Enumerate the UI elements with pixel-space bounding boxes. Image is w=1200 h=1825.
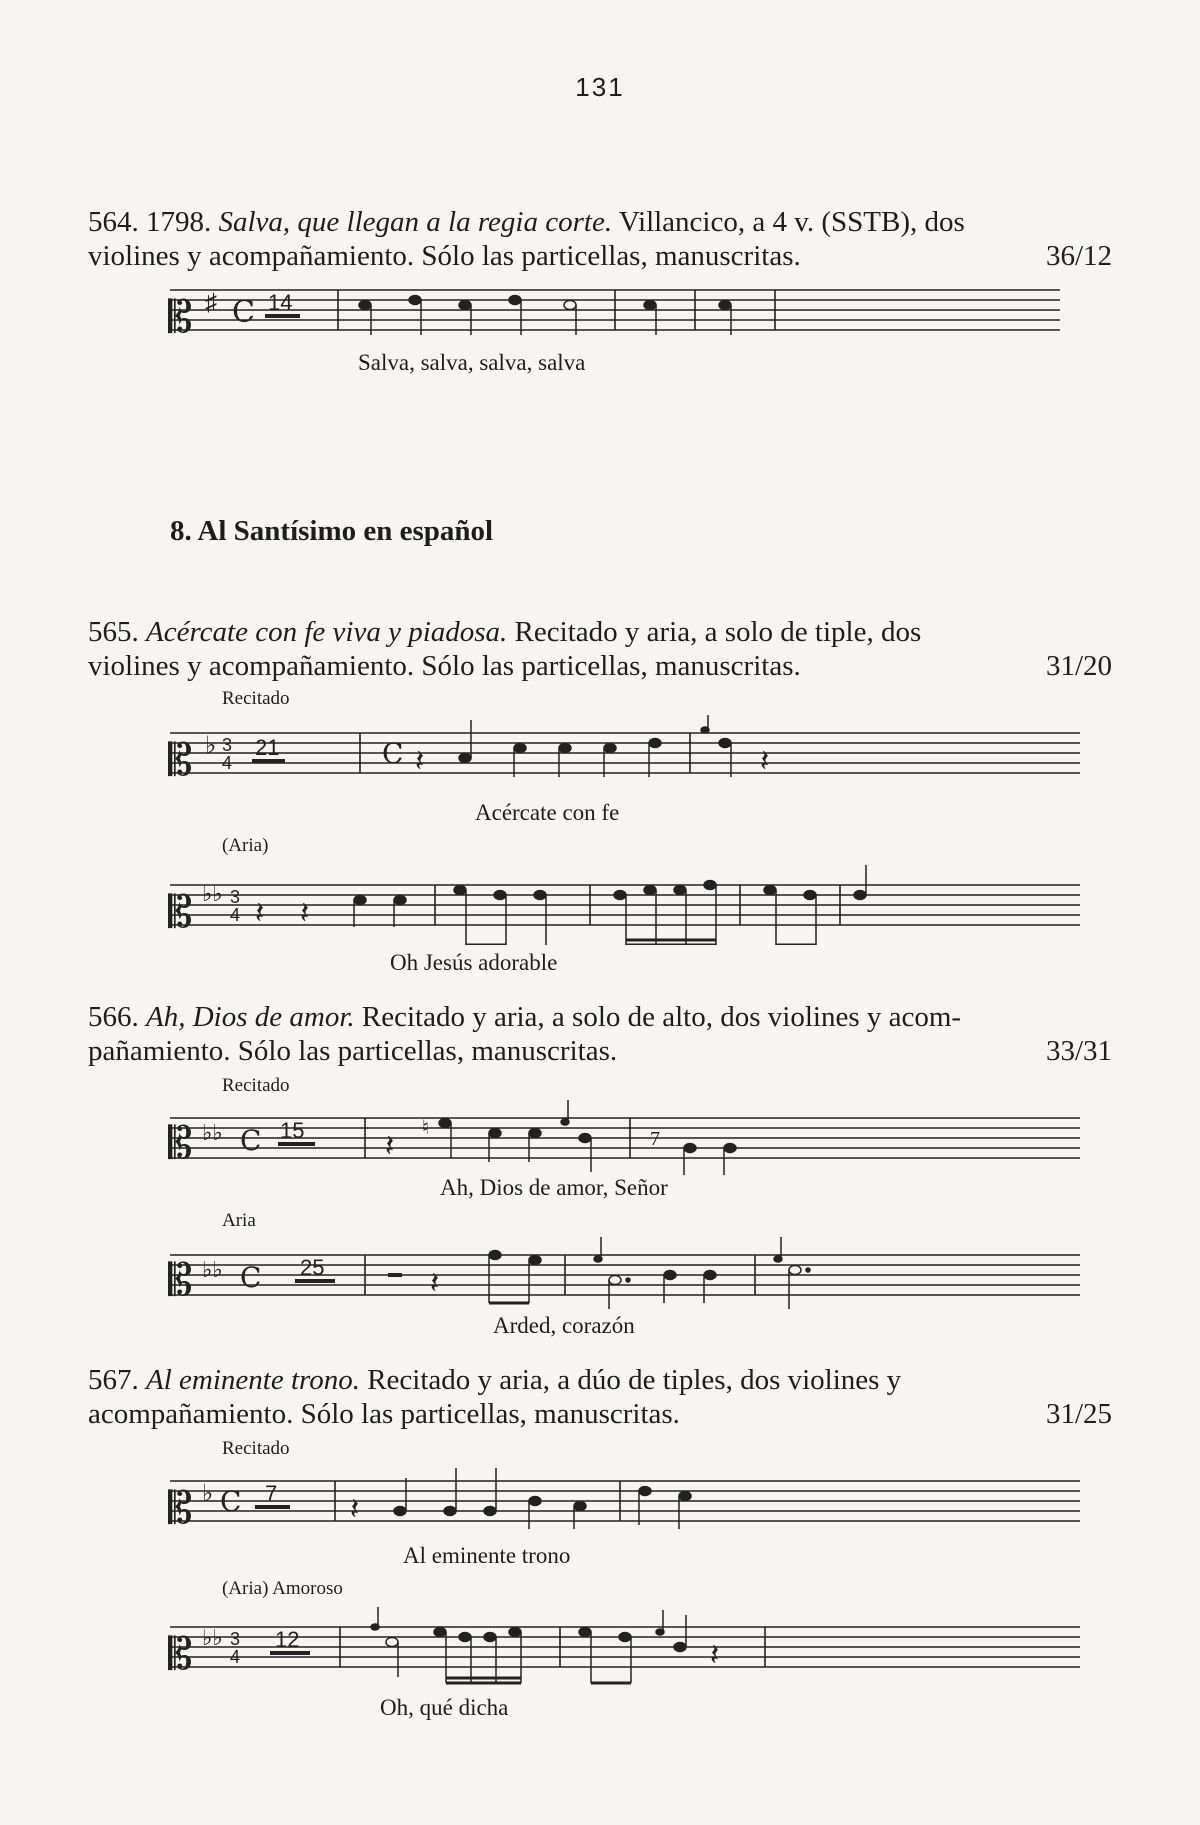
incipit-label: Recitado bbox=[222, 1075, 290, 1096]
music-incipit-staff bbox=[160, 280, 1060, 360]
incipit-label: Recitado bbox=[222, 688, 290, 709]
entry-line-1 bbox=[88, 615, 1112, 649]
svg-text:♭: ♭ bbox=[205, 733, 217, 759]
music-incipit-staff bbox=[160, 1100, 1080, 1180]
svg-text:♭♭: ♭♭ bbox=[202, 1625, 223, 1650]
svg-text:4: 4 bbox=[230, 905, 241, 925]
entry-line-2 bbox=[88, 1397, 1112, 1431]
music-incipit-staff bbox=[160, 1605, 1080, 1690]
entry-description-cont: violines y acompañamiento. Sólo las particellas, manuscritas. bbox=[88, 240, 801, 272]
measure-count: 15 bbox=[280, 1118, 305, 1143]
incipit-lyric: Ah, Dios de amor, Señor bbox=[440, 1175, 668, 1200]
measure-count: 14 bbox=[268, 290, 293, 315]
measure-count: 25 bbox=[300, 1255, 325, 1280]
svg-text:7: 7 bbox=[650, 1128, 660, 1150]
entry-description: Recitado y aria, a solo de tiple, dos bbox=[514, 616, 922, 648]
svg-text:𝄽: 𝄽 bbox=[760, 744, 770, 779]
entry-description-cont: pañamiento. Sólo las particellas, manuscritas. bbox=[88, 1035, 618, 1067]
catalog-entry-567 bbox=[88, 1363, 1112, 1431]
catalog-entry-564 bbox=[88, 205, 1112, 273]
entry-number: 565. bbox=[88, 616, 139, 648]
svg-text:C: C bbox=[240, 1124, 262, 1157]
entry-number: 567. bbox=[88, 1364, 139, 1396]
measure-count: 7 bbox=[265, 1481, 278, 1506]
catalog-reference: 31/25 bbox=[1045, 1398, 1112, 1430]
svg-text:𝄽: 𝄽 bbox=[430, 1266, 440, 1301]
svg-text:𝄡: 𝄡 bbox=[168, 1255, 193, 1306]
svg-text:♮: ♮ bbox=[422, 1117, 430, 1139]
svg-text:3: 3 bbox=[230, 1629, 241, 1649]
svg-text:4: 4 bbox=[230, 1647, 241, 1667]
catalog-entry-565 bbox=[88, 615, 1112, 683]
incipit-label: Recitado bbox=[222, 1438, 290, 1459]
music-incipit-staff bbox=[160, 865, 1080, 945]
entry-line-2 bbox=[88, 1034, 1112, 1068]
incipit-lyric: Al eminente trono bbox=[403, 1543, 571, 1568]
svg-text:3: 3 bbox=[230, 887, 241, 907]
incipit-lyric: Arded, corazón bbox=[493, 1313, 635, 1338]
entry-title: Ah, Dios de amor. bbox=[146, 1001, 355, 1033]
entry-line-1 bbox=[88, 1363, 1112, 1397]
incipit-label: (Aria) Amoroso bbox=[222, 1578, 343, 1599]
entry-line-1 bbox=[88, 1000, 1112, 1034]
svg-text:C: C bbox=[220, 1485, 242, 1518]
measure-count: 21 bbox=[255, 735, 280, 760]
svg-text:C: C bbox=[232, 295, 255, 330]
entry-line-2 bbox=[88, 239, 1112, 273]
measure-count: 12 bbox=[275, 1627, 300, 1652]
incipit-lyric: Salva, salva, salva, salva bbox=[358, 350, 586, 375]
entry-number: 566. bbox=[88, 1001, 139, 1033]
svg-text:4: 4 bbox=[222, 753, 233, 773]
svg-text:C: C bbox=[240, 1261, 262, 1294]
entry-title: Al eminente trono. bbox=[146, 1364, 360, 1396]
svg-text:♭♭: ♭♭ bbox=[202, 1120, 223, 1145]
svg-text:𝄽: 𝄽 bbox=[255, 896, 265, 931]
section-heading: 8. Al Santísimo en español bbox=[170, 515, 494, 547]
svg-text:♯: ♯ bbox=[205, 290, 217, 316]
entry-description-cont: acompañamiento. Sólo las particellas, manuscritas. bbox=[88, 1398, 680, 1430]
incipit-label: (Aria) bbox=[222, 835, 269, 856]
entry-description: Villancico, a 4 v. (SSTB), dos bbox=[618, 206, 965, 238]
svg-text:𝄽: 𝄽 bbox=[710, 1638, 720, 1673]
svg-text:𝄽: 𝄽 bbox=[350, 1492, 360, 1527]
incipit-lyric: Acércate con fe bbox=[475, 800, 620, 825]
svg-text:𝄡: 𝄡 bbox=[168, 1118, 193, 1169]
page-number: 131 bbox=[575, 72, 625, 102]
music-incipit-staff bbox=[160, 1237, 1080, 1317]
entry-title: Acércate con fe viva y piadosa. bbox=[146, 616, 508, 648]
catalog-reference: 33/31 bbox=[1045, 1035, 1112, 1067]
entry-description: Recitado y aria, a solo de alto, dos violines y acom- bbox=[361, 1001, 962, 1033]
incipit-label: Aria bbox=[222, 1210, 256, 1231]
svg-text:𝄡: 𝄡 bbox=[168, 735, 193, 786]
svg-text:𝄡: 𝄡 bbox=[168, 1483, 193, 1534]
svg-text:𝄽: 𝄽 bbox=[415, 744, 425, 779]
entry-title: Salva, que llegan a la regia corte. bbox=[218, 206, 613, 238]
catalog-reference: 36/12 bbox=[1045, 240, 1112, 272]
catalog-reference: 31/20 bbox=[1045, 650, 1112, 682]
incipit-lyric: Oh, qué dicha bbox=[380, 1695, 509, 1720]
music-incipit-staff bbox=[160, 715, 1080, 795]
svg-text:𝄽: 𝄽 bbox=[300, 896, 310, 931]
svg-text:C: C bbox=[382, 737, 404, 770]
svg-text:𝄡: 𝄡 bbox=[168, 887, 193, 938]
music-incipit-staff bbox=[160, 1463, 1080, 1543]
svg-text:♭: ♭ bbox=[202, 1481, 214, 1507]
entry-description-cont: violines y acompañamiento. Sólo las particellas, manuscritas. bbox=[88, 650, 801, 682]
svg-text:3: 3 bbox=[222, 735, 233, 755]
svg-text:𝄡: 𝄡 bbox=[168, 292, 193, 343]
entry-number: 564. 1798. bbox=[88, 206, 212, 238]
incipit-lyric: Oh Jesús adorable bbox=[390, 950, 558, 975]
catalog-entry-566 bbox=[88, 1000, 1112, 1068]
entry-line-2 bbox=[88, 649, 1112, 683]
svg-text:𝄽: 𝄽 bbox=[385, 1129, 395, 1164]
svg-text:♭♭: ♭♭ bbox=[202, 1257, 223, 1282]
entry-description: Recitado y aria, a dúo de tiples, dos violines y bbox=[367, 1364, 902, 1396]
entry-line-1 bbox=[88, 205, 1112, 239]
svg-text:𝄡: 𝄡 bbox=[168, 1629, 193, 1680]
svg-text:♭♭: ♭♭ bbox=[202, 881, 223, 906]
